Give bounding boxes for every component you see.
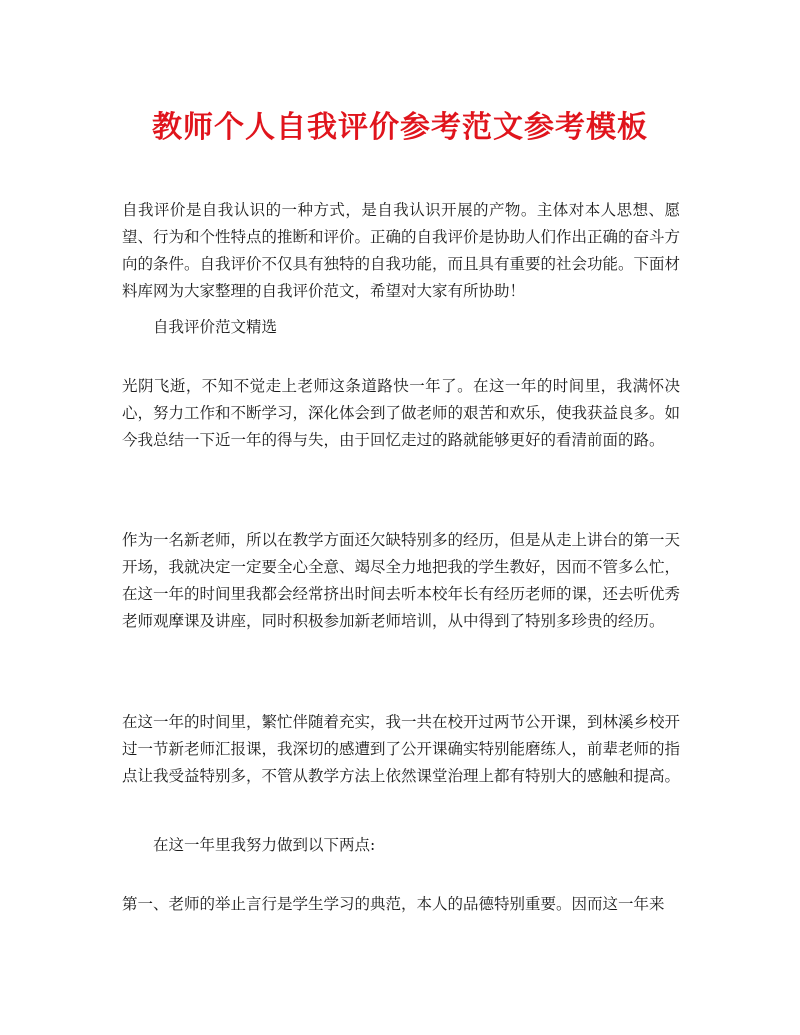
body-paragraph-1: 光阴飞逝，不知不觉走上老师这条道路快一年了。在这一年的时间里，我满怀决心，努力工作和不断学习，深化体会到了做老师的艰苦和欢乐，使我获益良多。如今我总结一下近一年的得与失，由于回忆走过的路就能够更好的看清前面的路。	[122, 377, 681, 449]
section-heading: 自我评价范文精选	[153, 318, 278, 336]
body-paragraph-3: 在这一年的时间里，繁忙伴随着充实，我一共在校开过两节公开课，到林溪乡校开过一节新老师汇报课，我深切的感遭到了公开课确实特别能磨练人，前辈老师的指点让我受益特别多，不管从教学方法上依然课堂治理上都有特别大的感触和提高。	[122, 713, 681, 785]
body-paragraph-5: 第一、老师的举止言行是学生学习的典范，本人的品德特别重要。因而这一年来	[122, 895, 665, 913]
intro-paragraph: 自我评价是自我认识的一种方式，是自我认识开展的产物。主体对本人思想、愿望、行为和个性特点的推断和评价。正确的自我评价是协助人们作出正确的奋斗方向的条件。自我评价不仅具有独特的自我功能，而且具有重要的社会功能。下面材料库网为大家整理的自我评价范文，希望对大家有所协助！	[122, 201, 681, 300]
body-paragraph-2: 作为一名新老师，所以在教学方面还欠缺特别多的经历，但是从走上讲台的第一天开场，我就决定一定要全心全意、竭尽全力地把我的学生教好，因而不管多么忙，在这一年的时间里我都会经常挤出时间去听本校年长有经历老师的课，还去听优秀老师观摩课及讲座，同时积极参加新老师培训，从中得到了特别多珍贵的经历。	[122, 531, 681, 630]
document-title: 教师个人自我评价参考范文参考模板	[152, 110, 648, 145]
body-paragraph-4: 在这一年里我努力做到以下两点:	[153, 836, 376, 854]
